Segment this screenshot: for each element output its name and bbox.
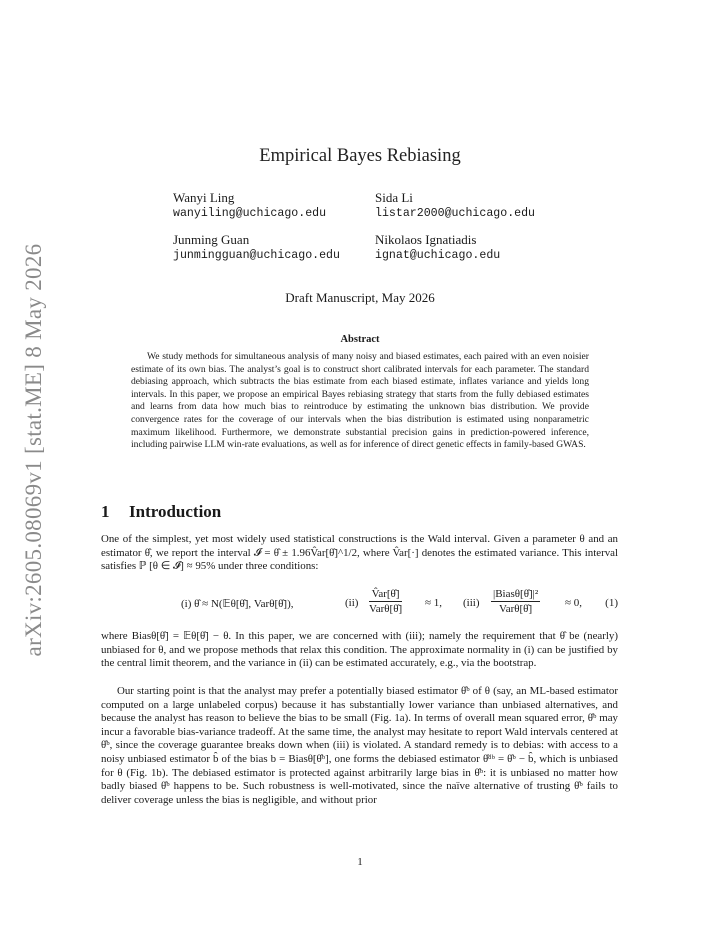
author-name: Nikolaos Ignatiadis [375, 232, 477, 247]
intro-paragraph-1: One of the simplest, yet most widely used statistical constructions is the Wald interval. Given a parameter θ and an estimator θ̂, we report the interval 𝓘 = θ̂ ± 1.96V̂ar[θ̂]^1/2, where V̂ar[·] denotes the estimated variance. This interval satisfies ℙ [θ ∈ 𝓘] ≈ 95% under three conditions: [101, 533, 618, 573]
equation-condition-ii-fraction [369, 588, 402, 615]
arxiv-stamp-text: arXiv:2605.08069v1 [stat.ME] 8 May 2026 [21, 243, 46, 657]
author-name: Sida Li [375, 190, 413, 205]
author-email: junmingguan@uchicago.edu [173, 249, 340, 262]
equation-condition-ii-label: (ii) [345, 597, 359, 609]
abstract-heading: Abstract [340, 334, 380, 345]
equation-condition-iii-rhs: ≈ 0, [565, 597, 583, 609]
section-number: 1 [101, 502, 110, 521]
date-line: Draft Manuscript, May 2026 [285, 290, 435, 305]
author-entry [173, 190, 383, 222]
intro-paragraph-3: Our starting point is that the analyst may prefer a potentially biased estimator θ̂ᵇ of θ (say, an ML-based estimator computed on a large unlabeled corpus) because it has substantially lower variance than unbiased alternatives, and because the analyst has reason to believe the bias to be small (Fig. 1a). In terms of overall mean squared error, θ̂ᵇ may incur a favorable bias-variance tradeoff. At the same time, the analyst may hesitate to report Wald intervals centered at θ̂ᵇ, since the coverage guarantee breaks down when (iii) is violated. A standard remedy is to debias: with access to a noisy unbiased estimator b̂ of the bias b = Biasθ[θ̂ᵇ], one forms the debiased estimator θ̂ᵈᵇ = θ̂ᵇ − b̂, which is unbiased for θ (Fig. 1b). The debiased estimator is protected against arbitrarily large bias in θ̂ᵇ: it is unbiased no matter how badly biased θ̂ᵇ happens to be. Such robustness is well-motivated, since the naïve alternative of trusting θ̂ᵇ fails to deliver coverage unless the bias is negligible, and without prior [101, 685, 618, 806]
fraction-denominator: Varθ[θ̂] [369, 603, 403, 615]
author-email: wanyiling@uchicago.edu [173, 207, 327, 220]
author-entry [375, 232, 585, 264]
author-name: Junming Guan [173, 232, 250, 247]
abstract-text: We study methods for simultaneous analysis of many noisy and biased estimates, each paired with an even noisier estimate of its own bias. The analyst’s goal is to construct short calibrated intervals for each parameter. The standard debiasing approach, which subtracts the bias estimate from each biased estimate, inflates variance and yields long intervals. In this paper, we propose an empirical Bayes rebiasing strategy that starts from the fully debiased estimates and learns from data how much bias to reintroduce by estimating the unknown bias distribution. We provide convergence rates for the coverage of our intervals when the bias distribution is estimated using nonparametric maximum likelihood. Furthermore, we demonstrate substantial precision gains in prediction-powered inference, including pairwise LLM win-rate evaluations, as well as for inference of direct genetic effects in family-based GWAS. [131, 351, 589, 451]
display-equation [101, 588, 618, 622]
equation-condition-ii-rhs: ≈ 1, [425, 597, 443, 609]
author-entry [375, 190, 585, 222]
author-entry [173, 232, 383, 264]
author-name: Wanyi Ling [173, 190, 235, 205]
author-email: ignat@uchicago.edu [375, 249, 501, 262]
equation-condition-iii-fraction [491, 588, 540, 615]
fraction-denominator: Varθ[θ̂] [498, 603, 533, 615]
equation-condition-iii-label: (iii) [463, 597, 480, 609]
page-number: 1 [357, 856, 363, 868]
fraction-numerator: V̂ar[θ̂] [369, 588, 402, 602]
section-title: Introduction [129, 502, 222, 521]
equation-number: (1) [605, 597, 618, 609]
arxiv-identifier-stamp [14, 243, 54, 657]
fraction-numerator: |Biasθ[θ̂]|² [493, 588, 539, 600]
intro-paragraph-2: where Biasθ[θ̂] = 𝔼θ[θ̂] − θ. In this paper, we are concerned with (iii); namely the requirement that θ̂ be (nearly) unbiased for θ, and we propose methods that relax this condition. The approximate normality in (i) can be justified by the central limit theorem, and the variance in (ii) can be estimated accurately, e.g., via the bootstrap. [101, 630, 618, 670]
author-email: listar2000@uchicago.edu [375, 207, 536, 220]
paper-title: Empirical Bayes Rebiasing [259, 146, 461, 166]
equation-condition-i: (i) θ̂ ≈ N(𝔼θ[θ̂], Varθ[θ̂]), [181, 598, 294, 610]
